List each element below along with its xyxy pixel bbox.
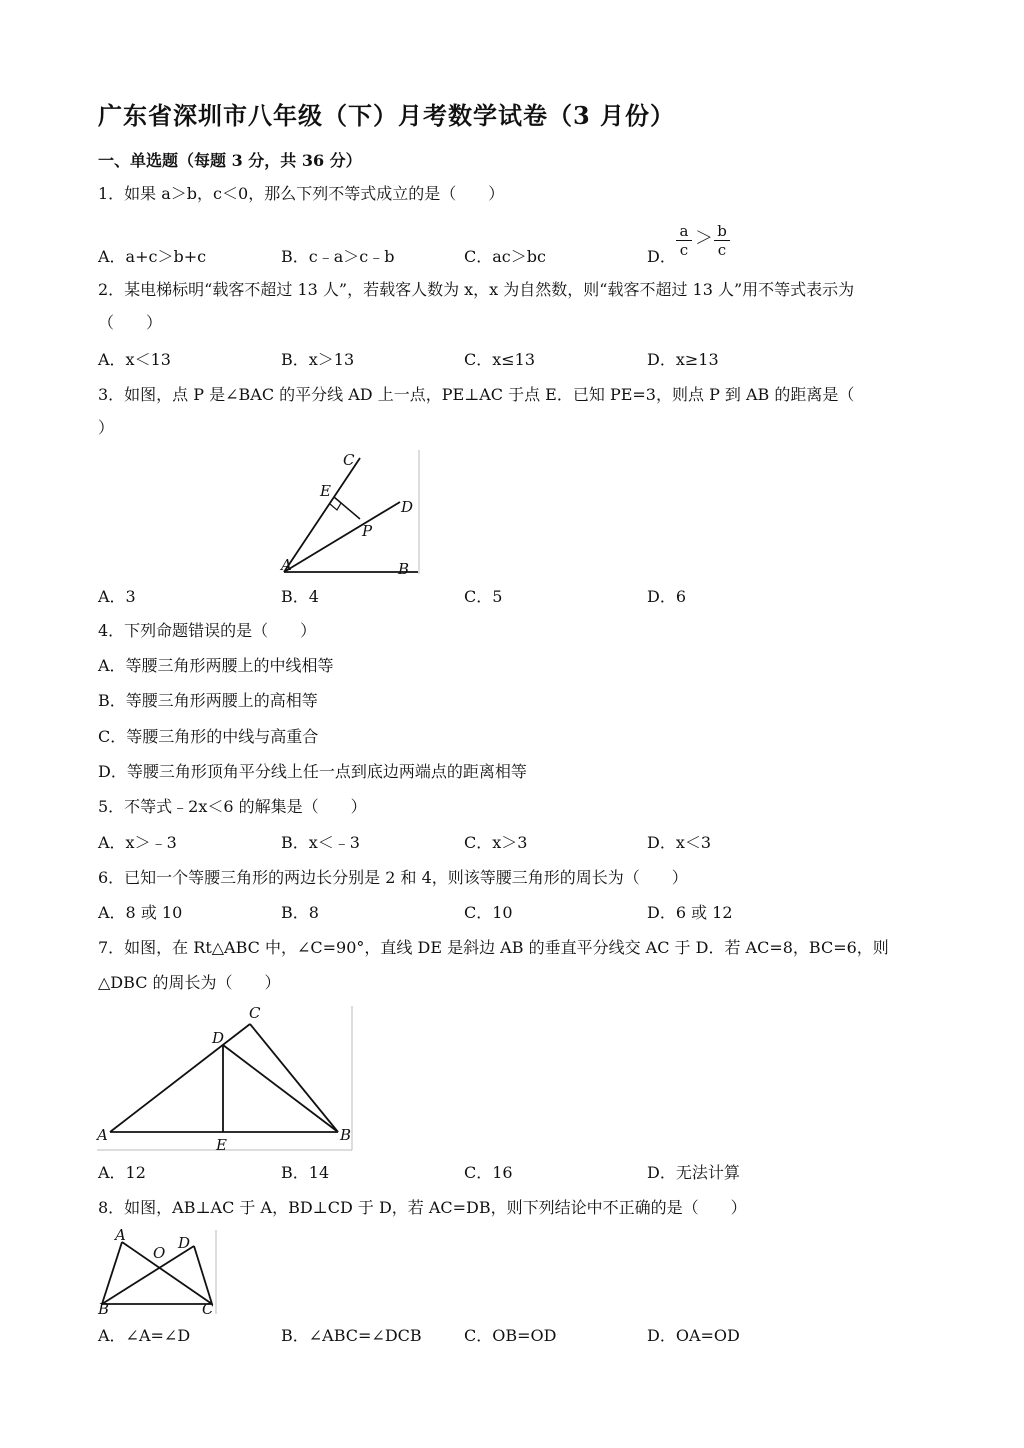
q5-option-a: A．x＞﹣3 <box>98 833 177 852</box>
q3-option-c: C．5 <box>464 587 503 606</box>
q8-option-b: B．∠ABC=∠DCB <box>281 1326 422 1345</box>
q5-option-b: B．x＜﹣3 <box>281 833 360 852</box>
q8-label-a: A <box>115 1226 126 1244</box>
question-2-stem-line2: （ ） <box>98 313 163 332</box>
q1-frac-left-num: a <box>679 222 689 240</box>
q4-option-a: A．等腰三角形两腰上的中线相等 <box>98 656 334 675</box>
q8-label-d: D <box>178 1234 191 1252</box>
q8-segment-dc <box>194 1246 212 1304</box>
q1-option-d-label: D． <box>647 247 676 266</box>
q3-label-a: A <box>281 556 292 574</box>
q1-frac-left-den: c <box>676 240 692 259</box>
q1-frac-right-num: b <box>717 222 727 240</box>
q3-option-a: A．3 <box>98 587 136 606</box>
q3-option-b: B．4 <box>281 587 319 606</box>
q3-label-d: D <box>401 498 414 516</box>
q3-right-angle-mark <box>330 503 341 510</box>
q8-label-b: B <box>98 1300 110 1316</box>
q8-option-d: D．OA=OD <box>647 1326 740 1345</box>
q8-option-a: A．∠A=∠D <box>98 1326 191 1345</box>
q2-option-d: D．x≥13 <box>647 350 719 369</box>
q3-label-b: B <box>398 560 410 578</box>
q1-option-d-expression <box>676 218 732 264</box>
q6-option-a: A．8 或 10 <box>98 903 183 922</box>
q7-option-b: B．14 <box>281 1163 330 1182</box>
page-title: 广东省深圳市八年级（下）月考数学试卷（3 月份） <box>98 101 676 130</box>
question-4-stem: 4．下列命题错误的是（ ） <box>98 621 317 640</box>
question-7-stem-line1: 7．如图，在 Rt△ABC 中，∠C=90°，直线 DE 是斜边 AB 的垂直平分线交 AC 于 D．若 AC=8，BC=6，则 <box>98 938 889 957</box>
q1-option-a: A．a+c＞b+c <box>98 247 207 266</box>
q7-label-a: A <box>97 1126 108 1144</box>
q7-label-d: D <box>212 1029 225 1047</box>
q3-bisector-ad <box>284 502 400 572</box>
question-7-stem-line2: △DBC 的周长为（ ） <box>98 973 281 992</box>
question-5-stem: 5．不等式﹣2x＜6 的解集是（ ） <box>98 797 367 816</box>
q8-segment-ba <box>102 1242 122 1304</box>
q3-label-c: C <box>343 451 355 469</box>
q7-label-c: C <box>249 1004 261 1022</box>
q4-option-c: C．等腰三角形的中线与高重合 <box>98 727 319 746</box>
q5-option-c: C．x＞3 <box>464 833 528 852</box>
question-3-stem-line2: ） <box>98 418 115 437</box>
question-8-stem: 8．如图，AB⊥AC 于 A，BD⊥CD 于 D，若 AC=DB，则下列结论中不正确的是（ ） <box>98 1198 747 1217</box>
q8-figure <box>96 1226 220 1320</box>
question-6-stem: 6．已知一个等腰三角形的两边长分别是 2 和 4，则该等腰三角形的周长为（ ） <box>98 868 688 887</box>
q7-option-a: A．12 <box>98 1163 146 1182</box>
question-2-stem-line1: 2．某电梯标明“载客不超过 13 人”，若载客人数为 x，x 为自然数，则“载客不超过 13 人”用不等式表示为 <box>98 280 855 299</box>
q8-segment-bd <box>102 1246 194 1304</box>
q3-ray-ac <box>284 458 360 572</box>
q7-segment-db <box>223 1045 338 1132</box>
q7-label-e: E <box>216 1136 227 1154</box>
q7-label-b: B <box>340 1126 352 1144</box>
q6-option-c: C．10 <box>464 903 513 922</box>
q7-side-ac <box>110 1024 250 1132</box>
q7-option-c: C．16 <box>464 1163 513 1182</box>
q7-figure <box>96 1002 358 1158</box>
question-3-stem-line1: 3．如图，点 P 是∠BAC 的平分线 AD 上一点，PE⊥AC 于点 E．已知 PE=3，则点 P 到 AB 的距离是（ <box>98 385 855 404</box>
q8-label-o: O <box>153 1244 166 1262</box>
q1-option-b: B．c﹣a＞c﹣b <box>281 247 395 266</box>
q6-option-d: D．6 或 12 <box>647 903 733 922</box>
section-heading: 一、单选题（每题 3 分，共 36 分） <box>98 151 362 170</box>
q2-option-b: B．x＞13 <box>281 350 355 369</box>
q2-option-c: C．x≤13 <box>464 350 536 369</box>
q8-option-c: C．OB=OD <box>464 1326 557 1345</box>
q1-option-c: C．ac＞bc <box>464 247 546 266</box>
q1-frac-right-den: c <box>714 240 730 259</box>
q4-option-b: B．等腰三角形两腰上的高相等 <box>98 691 318 710</box>
q3-figure <box>276 450 422 582</box>
q8-label-c: C <box>202 1300 214 1316</box>
q3-label-p: P <box>362 522 373 540</box>
q6-option-b: B．8 <box>281 903 319 922</box>
q3-option-d: D．6 <box>647 587 687 606</box>
q5-option-d: D．x＜3 <box>647 833 712 852</box>
q8-segment-ac <box>122 1242 212 1304</box>
q3-label-e: E <box>320 482 331 500</box>
q2-option-a: A．x＜13 <box>98 350 171 369</box>
q7-option-d: D．无法计算 <box>647 1163 740 1182</box>
q4-option-d: D．等腰三角形顶角平分线上任一点到底边两端点的距离相等 <box>98 762 527 781</box>
q1-frac-operator: ＞ <box>695 228 713 249</box>
question-1-stem: 1．如果 a＞b，c＜0，那么下列不等式成立的是（ ） <box>98 184 505 203</box>
q7-side-cb <box>250 1024 338 1132</box>
